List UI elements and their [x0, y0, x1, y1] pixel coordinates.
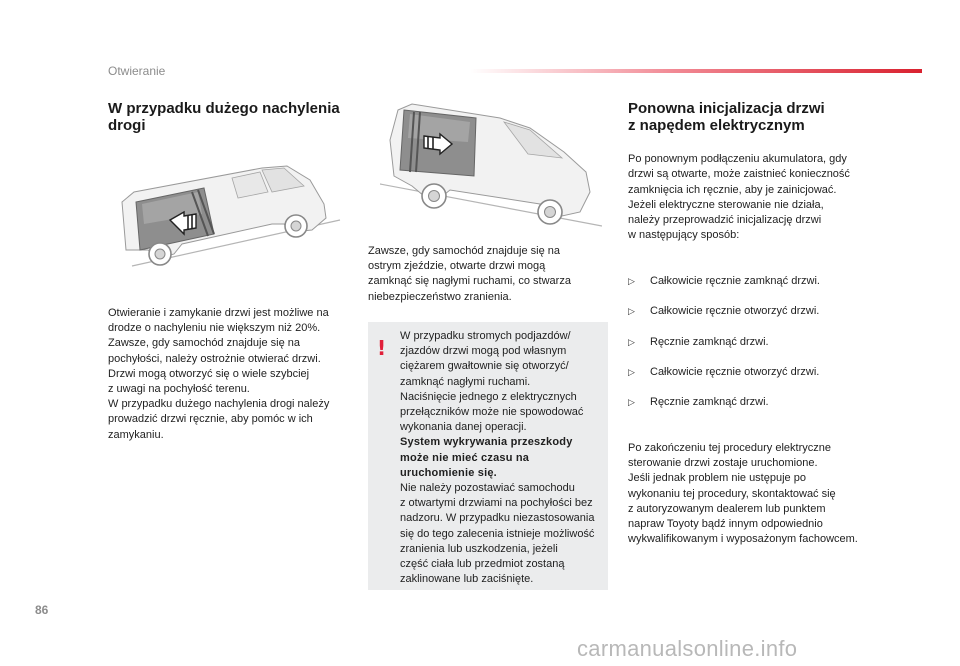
reinitialization-intro: Po ponownym podłączeniu akumulatora, gdy drzwi są otwarte, może zaistnieć konieczność zamknięcia ich ręcznie, aby je zainicjować. Jeżeli elektryczne sterowanie nie działa, należy przeprowadzić inicjalizację drzwi w następujący sposób: — [628, 153, 850, 242]
section-title: Otwieranie — [108, 64, 166, 78]
page-number: 86 — [35, 603, 49, 617]
van-steep-descent-illustration — [380, 100, 602, 228]
warning-box — [368, 322, 608, 590]
warning-content — [400, 329, 605, 587]
heading-steep-slope: W przypadku dużego nachylenia drogi — [108, 100, 340, 134]
step-item: ▷ Ręcznie zamknąć drzwi. — [628, 395, 888, 410]
steep-descent-text: Zawsze, gdy samochód znajduje się na ostrym zjeździe, otwarte drzwi mogą zamknąć się nagłymi ruchami, co stwarza niebezpieczeństwo zranienia. — [368, 245, 571, 303]
steep-slope-text: Otwieranie i zamykanie drzwi jest możliwe na drodze o nachyleniu nie większym niż 20%. Zawsze, gdy samochód znajduje się na pochyłości, należy ostrożnie otwierać drzwi. Drzwi mogą otworzyć się o wiele szybciej z uwagi na pochyłość terenu. W przypadku dużego nachylenia drogi należy prowadzić drzwi ręcznie, aby pomóc w ich zamykaniu. — [108, 307, 330, 441]
step-item: ▷ Ręcznie zamknąć drzwi. — [628, 335, 888, 350]
header-divider — [470, 69, 922, 73]
reinitialization-outro: Po zakończeniu tej procedury elektryczne sterowanie drzwi zostaje uruchomione. Jeśli jednak problem nie ustępuje po wykonaniu tej procedury, skontaktować się z autoryzowanym dealerem lub punktem napraw Toyoty bądź innym odpowiednio wykwalifikowanym i wyposażonym fachowcem. — [628, 442, 858, 546]
warning-text-bold: System wykrywania przeszkody może nie mieć czasu na uruchomienie się. — [400, 436, 573, 479]
step-item: ▷ Całkowicie ręcznie otworzyć drzwi. — [628, 304, 888, 319]
van-downhill-illustration — [112, 158, 342, 276]
warning-text-1: W przypadku stromych podjazdów/ zjazdów drzwi mogą pod własnym ciężarem gwałtownie się otworzyć/ zamknąć nagłymi ruchami. Naciśnięcie jednego z elektrycznych przełączników może nie spowodować wykonania danej operacji. — [400, 330, 584, 434]
reinitialization-steps — [628, 259, 888, 426]
step-item: ▷ Całkowicie ręcznie otworzyć drzwi. — [628, 365, 888, 380]
heading-reinitialization: Ponowna inicjalizacja drzwi z napędem elektrycznym — [628, 100, 825, 134]
reinitialization-text — [628, 137, 888, 563]
step-item: ▷ Całkowicie ręcznie zamknąć drzwi. — [628, 274, 888, 289]
watermark: carmanualsonline.info — [577, 636, 798, 661]
warning-text-2: Nie należy pozostawiać samochodu z otwartymi drzwiami na pochyłości bez nadzoru. W przypadku niezastosowania się do tego zalecenia istnieje możliwość zranienia lub uszkodzenia, jeżeli część ciała lub przedmiot zostaną zaklinowane lub zaciśnięte. — [400, 482, 595, 586]
warning-exclamation-icon: ! — [377, 336, 387, 360]
